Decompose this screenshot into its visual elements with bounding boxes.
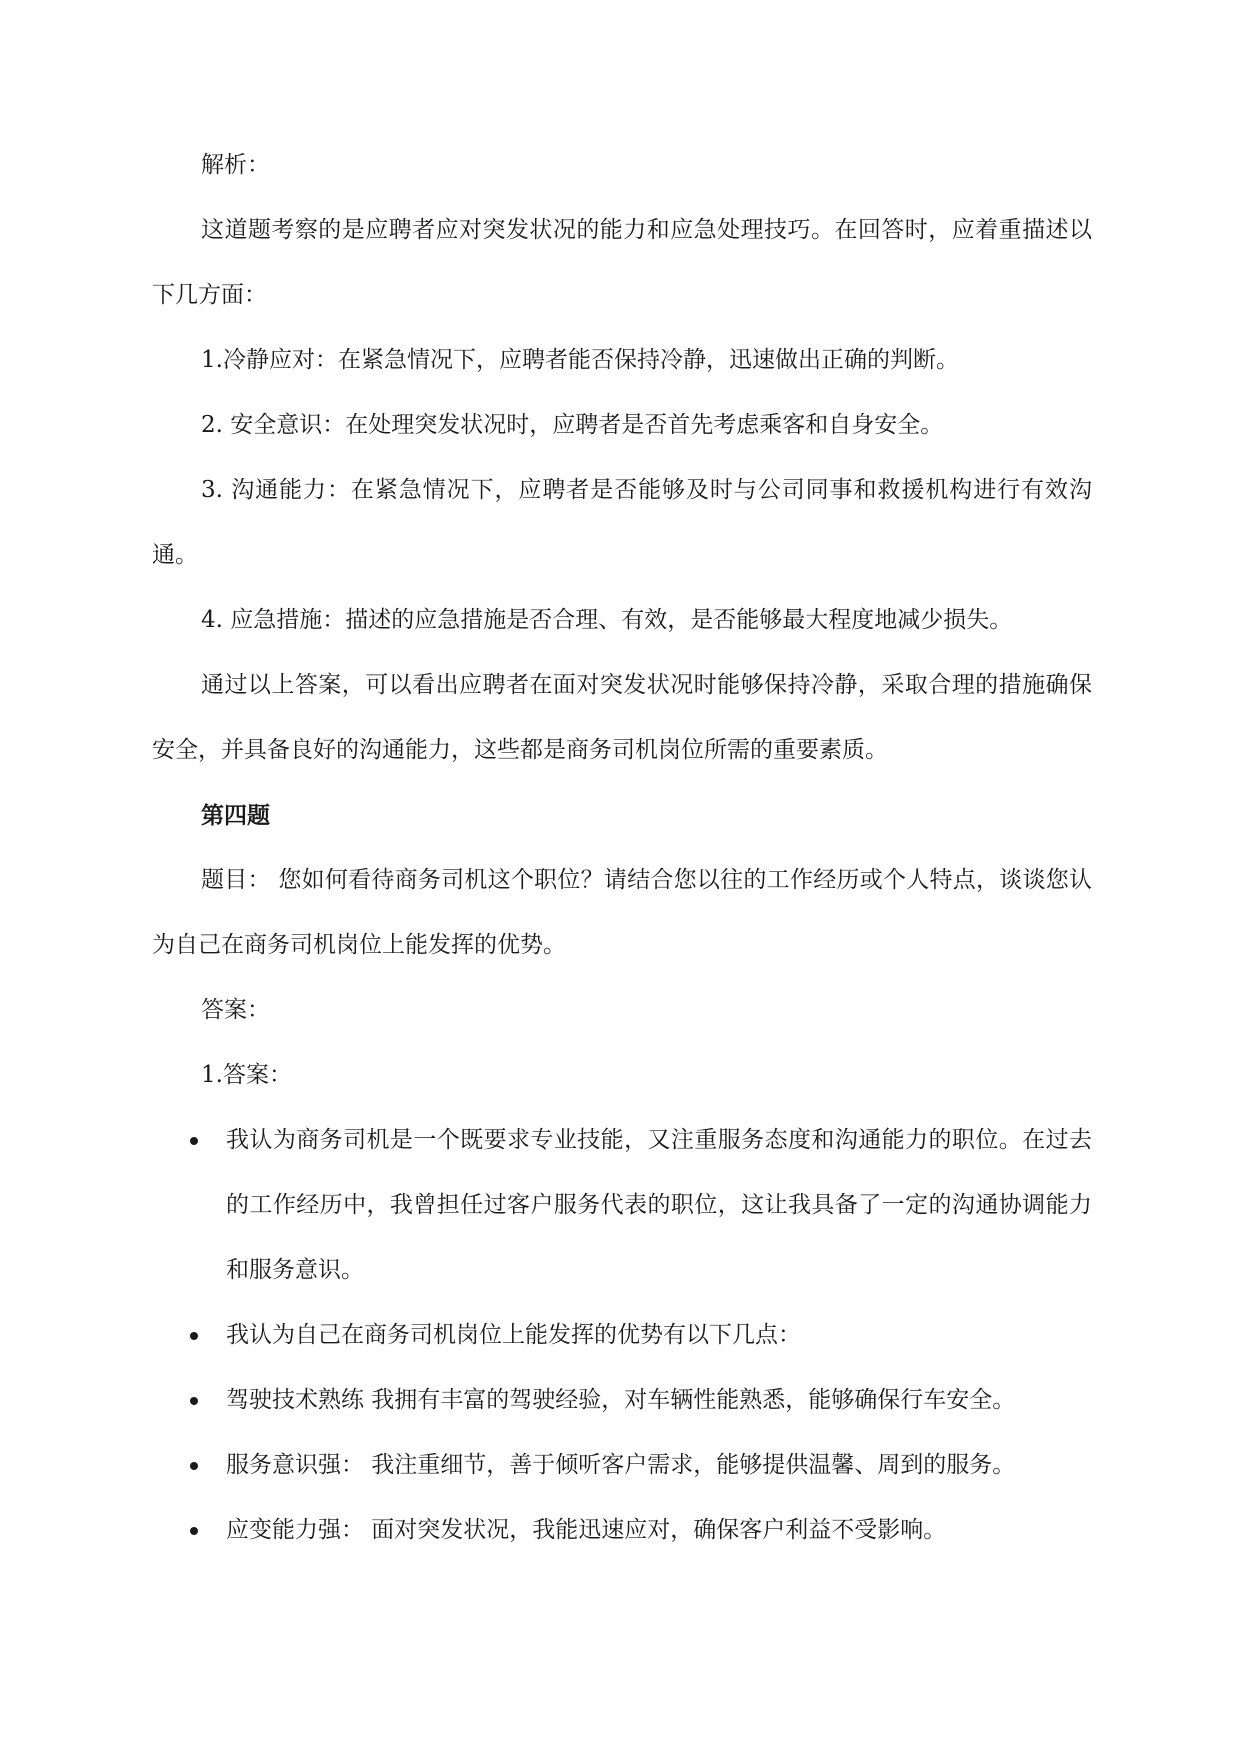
- answer-sub-label: 1.答案：: [201, 1062, 292, 1088]
- bullet-dot-icon: [190, 1462, 198, 1470]
- bullet-dot-icon: [190, 1332, 198, 1340]
- question-4-heading: 第四题: [201, 802, 270, 829]
- analysis-point-1: 1.冷静应对：在紧急情况下，应聘者能否保持冷静，迅速做出正确的判断。: [201, 347, 959, 373]
- analysis-point-3: 3. 沟通能力：在紧急情况下，应聘者是否能够及时与公司同事和救援机构进行有效沟通。: [152, 477, 1092, 568]
- bullet-text: 驾驶技术熟练 我拥有丰富的驾驶经验，对车辆性能熟悉，能够确保行车安全。: [226, 1387, 1016, 1413]
- bullet-text: 我认为商务司机是一个既要求专业技能，又注重服务态度和沟通能力的职位。在过去的工作经历中，我曾担任过客户服务代表的职位，这让我具备了一定的沟通协调能力和服务意识。: [226, 1127, 1092, 1283]
- bullet-text: 应变能力强： 面对突发状况，我能迅速应对，确保客户利益不受影响。: [226, 1517, 947, 1543]
- bullet-item: [152, 1433, 1092, 1498]
- analysis-intro: 这道题考察的是应聘者应对突发状况的能力和应急处理技巧。在回答时，应着重描述以下几方面：: [152, 217, 1092, 308]
- page-content: [152, 133, 1092, 1563]
- analysis-label: 解析：: [201, 152, 270, 178]
- bullet-text: 我认为自己在商务司机岗位上能发挥的优势有以下几点：: [226, 1322, 801, 1348]
- analysis-conclusion: 通过以上答案，可以看出应聘者在面对突发状况时能够保持冷静，采取合理的措施确保安全，并具备良好的沟通能力，这些都是商务司机岗位所需的重要素质。: [152, 672, 1092, 763]
- bullet-dot-icon: [190, 1137, 198, 1145]
- bullet-dot-icon: [190, 1527, 198, 1535]
- bullet-item: [152, 1498, 1092, 1563]
- analysis-point-2: 2. 安全意识：在处理突发状况时，应聘者是否首先考虑乘客和自身安全。: [201, 412, 944, 438]
- bullet-dot-icon: [190, 1397, 198, 1405]
- answer-label: 答案：: [201, 997, 270, 1023]
- question-4-text: 题目： 您如何看待商务司机这个职位？请结合您以往的工作经历或个人特点，谈谈您认为自己在商务司机岗位上能发挥的优势。: [152, 867, 1092, 958]
- bullet-item: [152, 1303, 1092, 1368]
- answer-bullet-list: [152, 1108, 1092, 1563]
- bullet-item: [152, 1108, 1092, 1303]
- analysis-point-4: 4. 应急措施：描述的应急措施是否合理、有效，是否能够最大程度地减少损失。: [201, 607, 1013, 633]
- bullet-text: 服务意识强： 我注重细节，善于倾听客户需求，能够提供温馨、周到的服务。: [226, 1452, 1016, 1478]
- bullet-item: [152, 1368, 1092, 1433]
